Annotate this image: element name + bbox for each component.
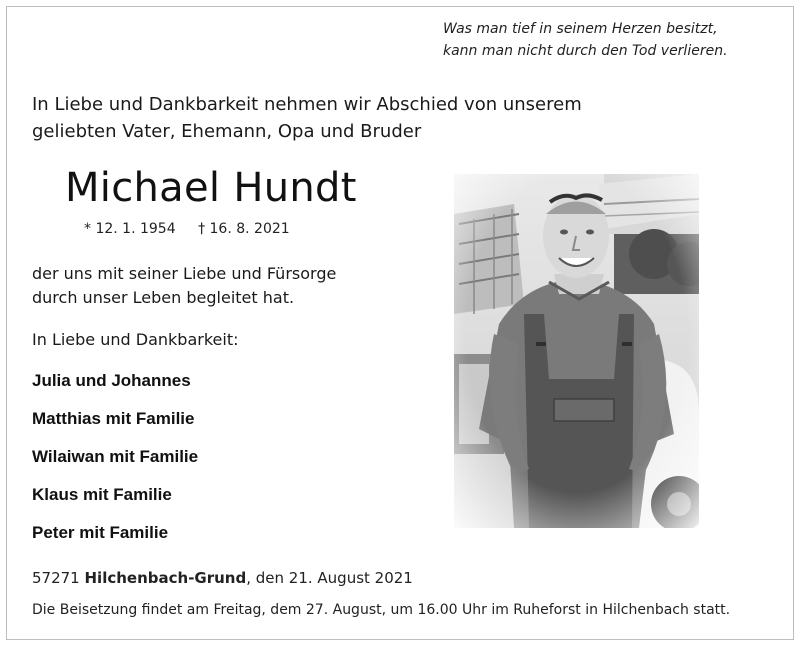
mourners-list (32, 362, 198, 552)
intro-text (32, 91, 652, 145)
place-and-date (32, 567, 413, 589)
epigraph-quote (443, 18, 783, 62)
deceased-name: Michael Hundt (65, 165, 357, 211)
quote-line-2: kann man nicht durch den Tod verlieren. (443, 43, 728, 59)
mourner-item: Matthias mit Familie (32, 409, 195, 428)
quote-line-1: Was man tief in seinem Herzen besitzt, (443, 21, 718, 37)
intro-line-2: geliebten Vater, Ehemann, Opa und Bruder (32, 121, 422, 142)
funeral-notice: Die Beisetzung findet am Freitag, dem 27. August, um 16.00 Uhr im Ruheforst in Hilchenbach statt. (32, 602, 731, 618)
thanks-heading: In Liebe und Dankbarkeit: (32, 330, 239, 349)
mourner-item: Peter mit Familie (32, 523, 169, 542)
death-date: † 16. 8. 2021 (198, 221, 290, 237)
dedication-line-2: durch unser Leben begleitet hat. (32, 288, 295, 307)
notice-date: , den 21. August 2021 (246, 569, 413, 587)
mourner-item: Julia und Johannes (32, 371, 191, 390)
portrait-illustration (454, 174, 699, 528)
place-name: Hilchenbach-Grund (84, 569, 247, 587)
mourner-item: Klaus mit Familie (32, 485, 172, 504)
mourner-item: Wilaiwan mit Familie (32, 447, 199, 466)
life-dates (84, 219, 308, 239)
dedication-line-1: der uns mit seiner Liebe und Fürsorge (32, 264, 337, 283)
intro-line-1: In Liebe und Dankbarkeit nehmen wir Abschied von unserem (32, 94, 582, 115)
postcode: 57271 (32, 569, 80, 587)
portrait-photo (454, 174, 699, 528)
birth-date: * 12. 1. 1954 (84, 221, 176, 237)
dedication-text (32, 262, 432, 310)
